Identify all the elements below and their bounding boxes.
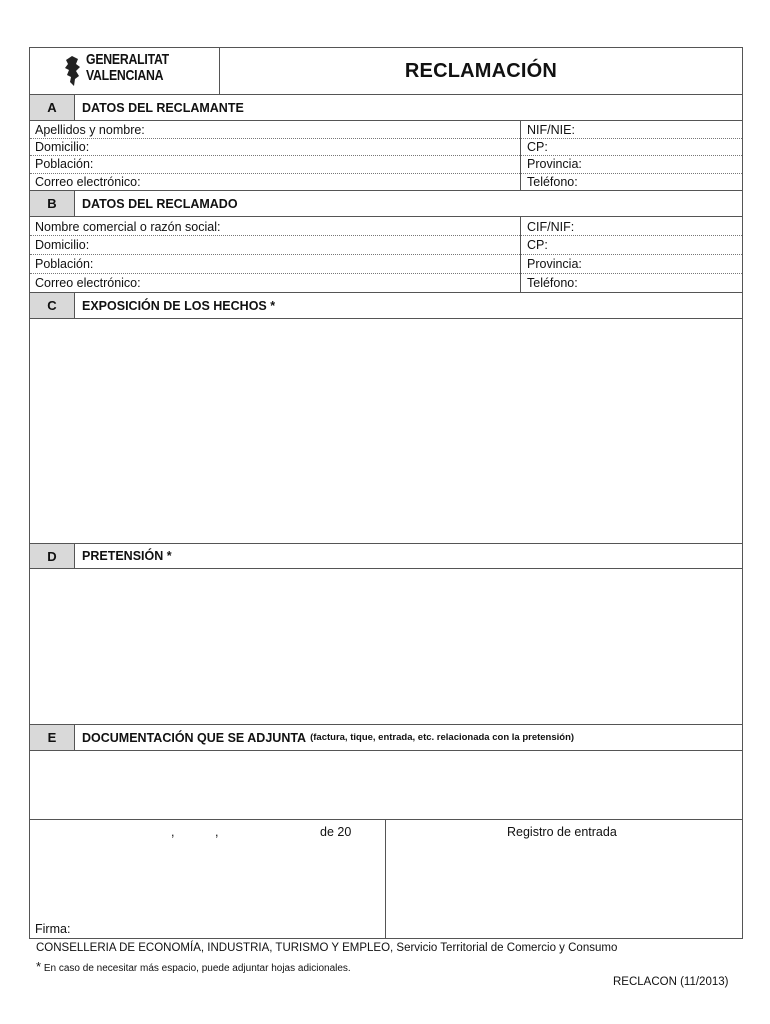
coat-of-arms-icon xyxy=(62,55,82,87)
field-nif-nie[interactable]: NIF/NIE: xyxy=(527,123,575,137)
form-code: RECLACON (11/2013) xyxy=(613,976,729,988)
field-nombre-comercial[interactable]: Nombre comercial o razón social: xyxy=(35,220,221,234)
section-b-title: DATOS DEL RECLAMADO xyxy=(82,196,238,211)
section-b-letter: B xyxy=(30,191,75,216)
date-year-label: de 20 xyxy=(320,825,352,839)
date-comma-2: , xyxy=(215,825,219,839)
logo-text xyxy=(86,52,169,84)
field-apellidos-nombre[interactable]: Apellidos y nombre: xyxy=(35,123,145,137)
field-poblacion-a[interactable]: Población: xyxy=(35,157,94,171)
section-c-title: EXPOSICIÓN DE LOS HECHOS * xyxy=(82,298,276,313)
field-provincia-b[interactable]: Provincia: xyxy=(527,257,582,271)
section-e-subtitle: (factura, tique, entrada, etc. relacionada con la pretensión) xyxy=(310,732,575,743)
registro-entrada-label: Registro de entrada xyxy=(507,825,617,839)
pretension-textarea[interactable] xyxy=(30,569,742,724)
section-e-title-text: DOCUMENTACIÓN QUE SE ADJUNTA xyxy=(82,730,307,745)
hechos-textarea[interactable] xyxy=(30,319,742,543)
field-cp-a[interactable]: CP: xyxy=(527,140,548,154)
field-cp-b[interactable]: CP: xyxy=(527,238,548,252)
field-domicilio-a[interactable]: Domicilio: xyxy=(35,140,90,154)
field-correo-b[interactable]: Correo electrónico: xyxy=(35,276,141,290)
firma-label: Firma: xyxy=(35,922,71,936)
date-comma-1: , xyxy=(171,825,175,839)
section-a-letter: A xyxy=(30,95,75,120)
section-e-title xyxy=(82,725,574,750)
section-c-letter: C xyxy=(30,293,75,318)
field-telefono-a[interactable]: Teléfono: xyxy=(527,175,578,189)
conselleria-footer: CONSELLERIA DE ECONOMÍA, INDUSTRIA, TURISMO Y EMPLEO, Servicio Territorial de Comercio y Consumo xyxy=(36,942,618,954)
section-d-title: PRETENSIÓN * xyxy=(82,549,172,563)
section-d-letter: D xyxy=(30,544,75,568)
page-title: RECLAMACIÓN xyxy=(404,59,558,82)
generalitat-logo xyxy=(30,48,220,94)
logo-line-1: GENERALITAT xyxy=(86,51,169,68)
section-a-title: DATOS DEL RECLAMANTE xyxy=(82,100,244,115)
field-domicilio-b[interactable]: Domicilio: xyxy=(35,238,90,252)
footnote xyxy=(36,959,351,974)
field-telefono-b[interactable]: Teléfono: xyxy=(527,276,578,290)
footnote-text: En caso de necesitar más espacio, puede adjuntar hojas adicionales. xyxy=(43,963,351,974)
field-cif-nif[interactable]: CIF/NIF: xyxy=(527,220,575,234)
field-correo-a[interactable]: Correo electrónico: xyxy=(35,175,141,189)
field-poblacion-b[interactable]: Población: xyxy=(35,257,94,271)
logo-line-2: VALENCIANA xyxy=(86,67,164,84)
documentacion-textarea[interactable] xyxy=(30,751,742,819)
field-provincia-a[interactable]: Provincia: xyxy=(527,157,582,171)
section-e-letter: E xyxy=(30,725,75,750)
date-signature-area[interactable] xyxy=(30,820,385,938)
reclamacion-form xyxy=(29,47,743,939)
footnote-star: * xyxy=(36,959,42,974)
